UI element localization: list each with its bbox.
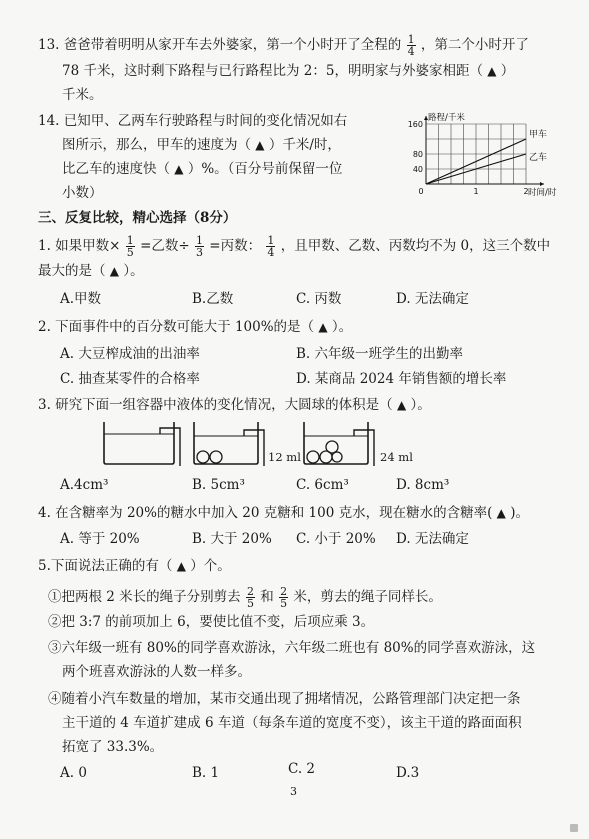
q13-line-3: 千米。 [62, 87, 103, 103]
q14-text-1: 已知甲、乙两车行驶路程与时间的变化情况如右 [63, 113, 348, 129]
q5-statement-1 [48, 586, 442, 609]
q5-s1-fraction-1: $\frac{2}{5}$ [246, 585, 254, 610]
q1-option-d: D. 无法确定 [396, 291, 469, 307]
q5-text-a: 5.下面说法正确的有（ [38, 558, 173, 574]
q1-option-a: A.甲数 [60, 291, 102, 307]
corner-mark [570, 824, 578, 832]
q1-fraction-3: $\frac{1}{4}$ [267, 234, 275, 259]
q1-text-c: =丙数： [209, 238, 262, 254]
q4-option-a: A. 等于 20% [60, 531, 140, 547]
q5-s1-text-c: 米，剪去的绳子同样长。 [293, 589, 442, 605]
q1-fraction-2: $\frac{1}{3}$ [196, 234, 203, 259]
q2-option-c: C. 抽查某零件的合格率 [60, 371, 200, 387]
q1-text-d: ，且甲数、乙数、丙数均不为 0，这三个数中 [280, 238, 551, 254]
x-tick-label: 2 [523, 187, 529, 196]
q14-line-2 [62, 136, 341, 154]
q4-option-c: C. 小于 20% [296, 531, 376, 547]
q5-option-c: C. 2 [288, 761, 316, 777]
q14-text-3b: ）%。（百分号前保留一位 [187, 161, 343, 177]
answer-blank-triangle: ▲ [496, 506, 506, 520]
q5-statement-4-line-1: ④随着小汽车数量的增加，某市交通出现了拥堵情况，公路管理部门决定把一条 [48, 691, 521, 707]
q13-line-1 [38, 34, 529, 57]
q2-option-d: D. 某商品 2024 年销售额的增长率 [296, 371, 507, 387]
q5-option-d: D.3 [396, 765, 420, 781]
container-3-overflow-label: 24 ml [380, 450, 413, 464]
y-axis-title: 路程/千米 [428, 113, 465, 123]
answer-blank-triangle: ▲ [396, 398, 407, 412]
x-tick-label: 0 [418, 187, 424, 196]
q2-text-a: 2. 下面事件中的百分数可能大于 100%的是（ [38, 319, 315, 335]
q1-fraction-1: $\frac{1}{5}$ [126, 234, 134, 259]
q13-text-1a: 爸爸带着明明从家开车去外婆家，第一个小时开了全程的 [63, 37, 402, 53]
q13-fraction: $\frac{1}{4}$ [407, 33, 415, 58]
q2-option-b: B. 六年级一班学生的出勤率 [296, 346, 464, 362]
q3-option-c: C. 6cm³ [296, 477, 349, 493]
q5-s1-fraction-2: $\frac{2}{5}$ [280, 585, 288, 610]
q14-text-2b: ）千米/时， [268, 137, 341, 153]
q1-text-b: =乙数÷ [140, 238, 190, 254]
q14-number: 14. [38, 113, 60, 129]
container-2-overflow-label: 12 ml [268, 450, 301, 464]
q14-line-1 [38, 112, 347, 130]
container-1-empty [100, 418, 184, 468]
q2-question [38, 318, 352, 336]
q14-line-3 [62, 160, 342, 178]
q2-option-a: A. 大豆榨成油的出油率 [60, 346, 200, 362]
chart-labels [408, 112, 557, 198]
q1-text-a: 1. 如果甲数× [38, 238, 121, 254]
answer-blank-triangle: ▲ [255, 138, 265, 152]
q5-statement-3-line-1: ③六年级一班有 80%的同学喜欢游泳，六年级二班也有 80%的同学喜欢游泳，这 [48, 640, 536, 656]
q3-option-d: D. 8cm³ [396, 477, 450, 493]
q5-question [38, 557, 231, 575]
q14-text-2a: 图所示，那么，甲车的速度为（ [62, 137, 251, 153]
answer-blank-triangle: ▲ [174, 162, 184, 176]
y-tick-label: 160 [407, 120, 423, 129]
q14-text-3a: 比乙车的速度快（ [62, 161, 170, 177]
q13-text-1b: ，第二个小时开了 [420, 37, 529, 53]
q3-text-a: 3. 研究下面一组容器中液体的变化情况，大圆球的体积是（ [38, 397, 393, 413]
q3-question [38, 396, 431, 414]
q1-line-1 [38, 235, 550, 258]
q3-option-a: A.4cm³ [60, 477, 109, 493]
distance-time-chart [404, 108, 589, 198]
q13-text-2a: 78 千米，这时剩下路程与已行路程比为 2：5，明明家与外婆家相距（ [62, 63, 483, 79]
q13-number: 13. [38, 37, 60, 53]
q1-text-2b: ）。 [123, 263, 144, 279]
x-axis-arrow [540, 182, 544, 186]
q2-text-b: ）。 [331, 319, 353, 335]
q5-s1-text-a: ①把两根 2 米长的绳子分别剪去 [48, 589, 241, 605]
q4-option-b: B. 大于 20% [192, 531, 272, 547]
q4-option-d: D. 无法确定 [396, 531, 469, 547]
page-number: 3 [290, 785, 297, 798]
q5-text-b: ）个。 [190, 558, 231, 574]
q3-text-b: ）。 [410, 397, 431, 413]
q14-line-4: 小数） [62, 185, 103, 201]
q5-s1-text-b: 和 [260, 589, 274, 605]
y-tick-label: 40 [412, 165, 423, 174]
container-2-two-balls [190, 418, 274, 468]
answer-blank-triangle: ▲ [318, 320, 328, 334]
q1-option-c: C. 丙数 [296, 291, 342, 307]
q5-option-a: A. 0 [60, 765, 87, 781]
q1-line-2 [38, 262, 144, 280]
container-3-balls [300, 418, 384, 468]
q4-question [38, 504, 529, 522]
q13-text-2b: ） [500, 63, 515, 79]
q3-option-b: B. 5cm³ [192, 477, 245, 493]
x-tick-label: 1 [473, 187, 479, 196]
y-tick-label: 80 [412, 150, 423, 159]
q4-text-b: )。 [510, 505, 529, 521]
q5-statement-2: ②把 3:7 的前项加上 6，要使比值不变，后项应乘 3。 [48, 614, 375, 630]
series-label-1: 甲车 [529, 130, 548, 140]
series-label-2: 乙车 [529, 153, 548, 163]
q5-option-b: B. 1 [192, 765, 220, 781]
section-3-title: 三、反复比较，精心选择（8分） [38, 210, 237, 226]
answer-blank-triangle: ▲ [487, 64, 497, 78]
q1-option-b: B.乙数 [192, 291, 234, 307]
answer-blank-triangle: ▲ [176, 559, 186, 573]
q5-statement-4-line-2: 主干道的 4 车道扩建成 6 车道（每条车道的宽度不变），该主干道的路面面积 [62, 715, 522, 731]
q4-text-a: 4. 在含糖率为 20%的糖水中加入 20 克糖和 100 克水，现在糖水的含糖率( [38, 505, 493, 521]
q5-statement-3-line-2: 两个班喜欢游泳的人数一样多。 [62, 664, 251, 680]
q5-statement-4-line-3: 拓宽了 33.3%。 [62, 739, 164, 755]
answer-blank-triangle: ▲ [109, 264, 120, 278]
q1-text-2a: 最大的是（ [38, 263, 106, 279]
q13-line-2 [62, 62, 514, 80]
x-axis-title: 时间/时 [528, 188, 557, 198]
chart-grid [426, 124, 526, 184]
